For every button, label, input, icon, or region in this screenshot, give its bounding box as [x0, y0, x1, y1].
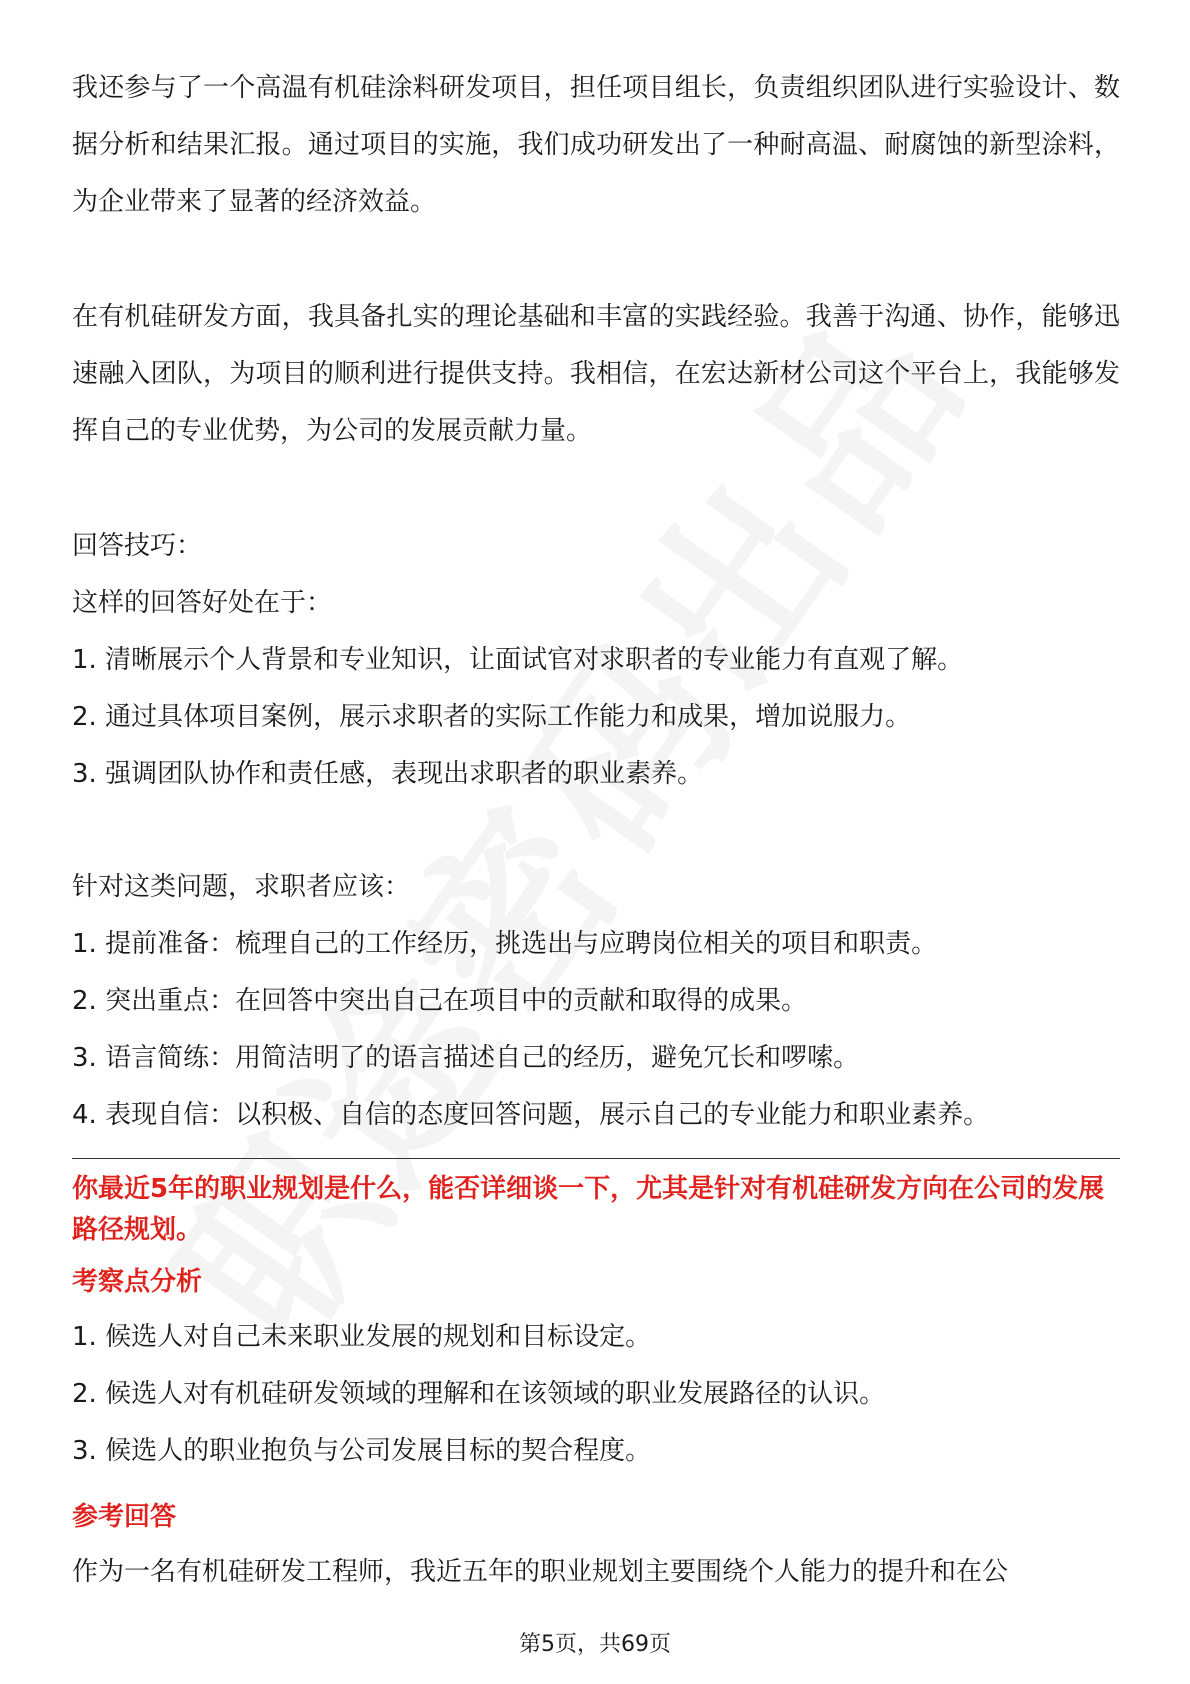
tips-heading: 回答技巧： [72, 531, 203, 561]
page-number: 第5页，共69页 [519, 1632, 671, 1657]
list-item: 3. 候选人的职业抱负与公司发展目标的契合程度。 [72, 1436, 652, 1466]
list-item: 4. 表现自信：以积极、自信的态度回答问题，展示自己的专业能力和职业素养。 [72, 1100, 990, 1130]
list-item: 1. 候选人对自己未来职业发展的规划和目标设定。 [72, 1322, 652, 1352]
list-item: 2. 突出重点：在回答中突出自己在项目中的贡献和取得的成果。 [72, 986, 808, 1016]
page-content [72, 60, 1120, 1601]
list-item: 3. 语言简练：用简洁明了的语言描述自己的经历，避免冗长和啰嗦。 [72, 1043, 860, 1073]
paragraph-project: 我还参与了一个高温有机硅涂料研发项目，担任项目组长，负责组织团队进行实验设计、数据分析和结果汇报。通过项目的实施，我们成功研发出了一种耐高温、耐腐蚀的新型涂料，为企业带来了显著的经济效益。 [72, 73, 1120, 217]
analysis-heading: 考察点分析 [72, 1267, 203, 1297]
paragraph-strengths: 在有机硅研发方面，我具备扎实的理论基础和丰富的实践经验。我善于沟通、协作，能够迅速融入团队，为项目的顺利进行提供支持。我相信，在宏达新材公司这个平台上，我能够发挥自己的专业优势，为公司的发展贡献力量。 [72, 302, 1120, 446]
list-item: 2. 候选人对有机硅研发领域的理解和在该领域的职业发展路径的认识。 [72, 1379, 886, 1409]
list-item: 2. 通过具体项目案例，展示求职者的实际工作能力和成果，增加说服力。 [72, 702, 912, 732]
reference-heading: 参考回答 [72, 1502, 177, 1532]
tips-intro: 这样的回答好处在于： [72, 588, 333, 618]
list-item: 3. 强调团队协作和责任感，表现出求职者的职业素养。 [72, 759, 704, 789]
section-divider [72, 1158, 1120, 1159]
list-item: 1. 提前准备：梳理自己的工作经历，挑选出与应聘岗位相关的项目和职责。 [72, 929, 938, 959]
question-heading: 你最近5年的职业规划是什么，能否详细谈一下，尤其是针对有机硅研发方向在公司的发展路径规划。 [72, 1174, 1105, 1245]
advice-heading: 针对这类问题，求职者应该： [72, 872, 411, 902]
reference-text: 作为一名有机硅研发工程师，我近五年的职业规划主要围绕个人能力的提升和在公 [72, 1557, 1009, 1587]
list-item: 1. 清晰展示个人背景和专业知识，让面试官对求职者的专业能力有直观了解。 [72, 645, 964, 675]
